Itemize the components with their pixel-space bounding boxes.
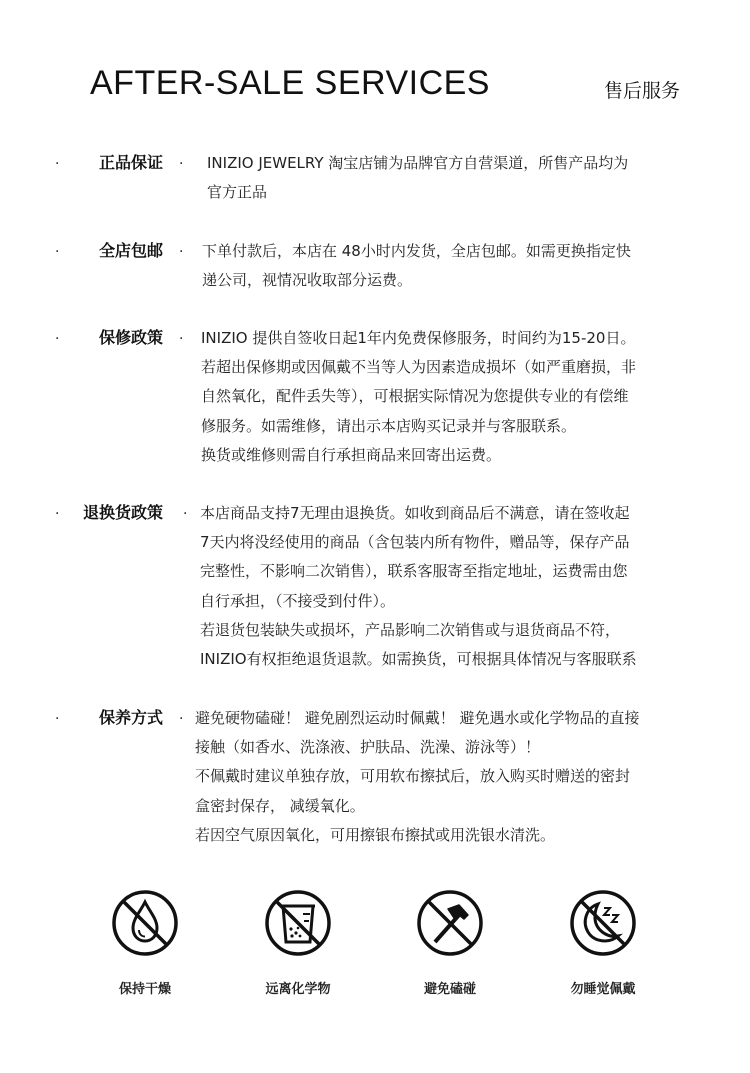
care-icon-avoid-impact — [390, 888, 510, 997]
body-line: 若因空气原因氧化，可用擦银布擦拭或用洗银水清洗。 — [195, 825, 556, 844]
body-line: 不佩戴时建议单独存放，可用软布擦拭后，放入购买时赠送的密封 — [195, 767, 631, 786]
section-body — [207, 149, 628, 207]
bullet: · — [55, 331, 60, 347]
body-line: 修服务。如需维修，请出示本店购买记录并与客服联系。 — [201, 416, 577, 435]
section-title: 正品保证 — [98, 153, 163, 172]
bullet: · — [55, 156, 60, 172]
body-line: 自然氧化，配件丢失等），可根据实际情况为您提供专业的有偿维 — [201, 387, 629, 406]
body-line: 本店商品支持7无理由退换货。如收到商品后不满意，请在签收起 — [200, 504, 630, 522]
section-title: 保修政策 — [98, 328, 163, 347]
body-line: 官方正品 — [207, 183, 268, 202]
care-icon-avoid-chemicals — [238, 888, 358, 997]
bullet: · — [55, 711, 60, 727]
no-sleep-moon-icon — [568, 888, 638, 958]
body-line: 7天内将没经使用的商品（含包装内所有物件，赠品等，保存产品 — [200, 533, 630, 552]
page-header — [0, 0, 750, 120]
care-icon-label: 远离化学物 — [265, 982, 331, 997]
body-line: 下单付款后，本店在 48小时内发货，全店包邮。如需更换指定快 — [202, 242, 631, 260]
body-line: 递公司，视情况收取部分运费。 — [202, 271, 413, 290]
bullet: · — [179, 244, 184, 260]
section-title: 全店包邮 — [98, 241, 163, 260]
no-chemical-beaker-icon — [263, 888, 333, 958]
bullet: · — [55, 244, 60, 260]
bullet: · — [55, 506, 60, 522]
care-icon-label: 避免磕碰 — [423, 982, 476, 997]
section-body — [201, 324, 636, 470]
section-body — [202, 237, 631, 295]
care-icon-label: 保持干燥 — [118, 982, 171, 997]
body-line: INIZIO 提供自签收日起1年内免费保修服务，时间约为15-20日。 — [201, 329, 636, 347]
body-line: INIZIO JEWELRY 淘宝店铺为品牌官方自营渠道，所售产品均为 — [207, 154, 629, 172]
care-icon-label: 勿睡觉佩戴 — [570, 982, 636, 997]
section-title: 保养方式 — [98, 708, 163, 727]
section-title: 退换货政策 — [82, 503, 163, 522]
bullet: · — [179, 156, 184, 172]
section-body — [195, 704, 640, 850]
page-title-cn: 售后服务 — [604, 80, 681, 102]
body-line: 自行承担，（不接受到付件）。 — [200, 591, 396, 610]
body-line: 若超出保修期或因佩戴不当等人为因素造成损坏（如严重磨损，非 — [201, 358, 637, 377]
body-line: 若退货包装缺失或损坏，产品影响二次销售或与退货商品不符， — [200, 620, 621, 639]
care-icon-keep-dry — [85, 888, 205, 997]
no-hammer-icon — [415, 888, 485, 958]
body-line: 接触（如香水、洗涤液、护肤品、洗澡、游泳等）！ — [195, 738, 541, 757]
body-line: 换货或维修则需自行承担商品来回寄出运费。 — [201, 445, 502, 464]
care-icon-no-sleep-wear — [543, 888, 663, 997]
bullet: · — [179, 331, 184, 347]
bullet: · — [179, 711, 184, 727]
section-body — [200, 499, 637, 674]
page-title-en: AFTER-SALE SERVICES — [90, 64, 490, 102]
body-line: 盒密封保存， 减缓氧化。 — [195, 796, 365, 815]
no-water-drop-icon — [110, 888, 180, 958]
bullet: · — [183, 506, 188, 522]
body-line: INIZIO有权拒绝退货退款。如需换货，可根据具体情况与客服联系 — [200, 650, 637, 669]
body-line: 避免硬物磕碰！ 避免剧烈运动时佩戴！ 避免遇水或化学物品的直接 — [195, 709, 640, 727]
care-icons-row — [0, 888, 750, 1008]
body-line: 完整性，不影响二次销售），联系客服寄至指定地址，运费需由您 — [200, 562, 628, 581]
